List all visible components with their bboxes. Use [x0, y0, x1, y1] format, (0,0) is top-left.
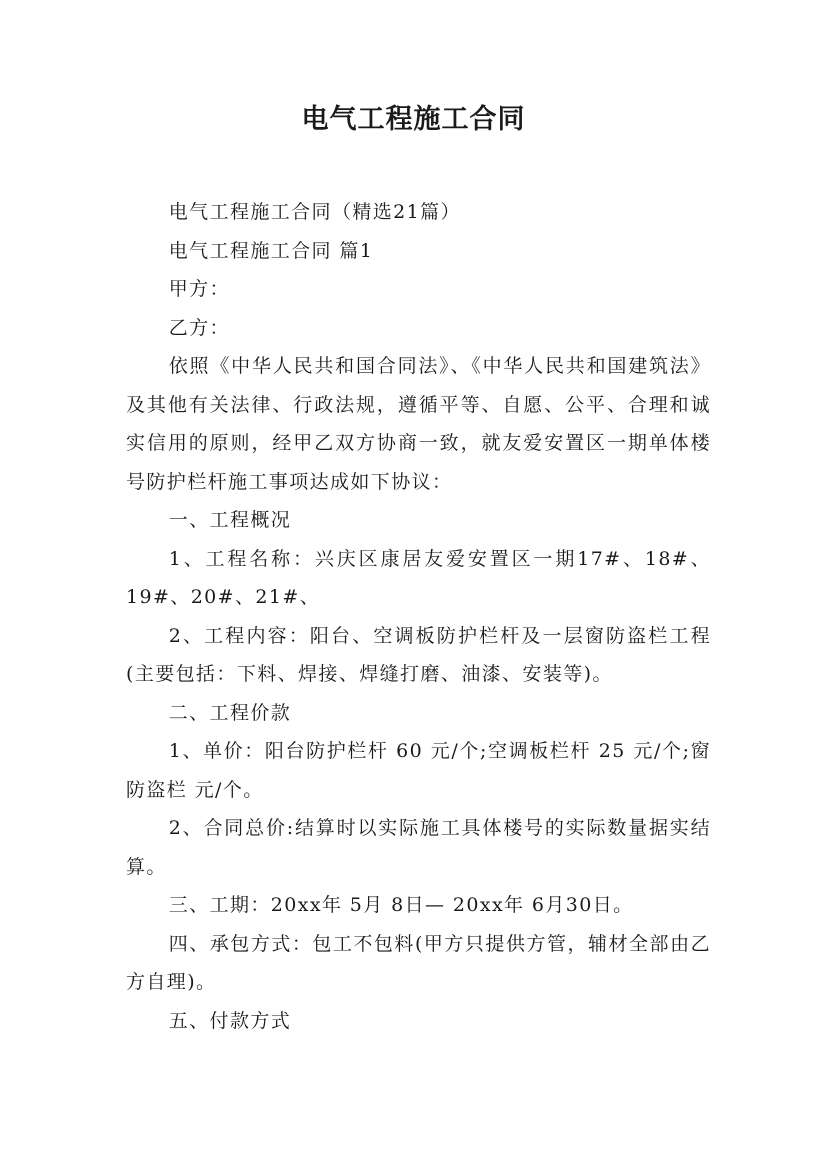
document-title: 电气工程施工合同: [301, 104, 526, 135]
clause-heading: 四、承包方式：包工不包料(甲方只提供方管，辅材全部由乙方自理)。: [126, 932, 711, 993]
clause-paragraph: 2、合同总价:结算时以实际施工具体楼号的实际数量据实结算。: [126, 817, 711, 878]
clause-heading: 一、工程概况: [168, 509, 292, 531]
clause-heading: 二、工程价款: [168, 701, 292, 724]
document-body: [126, 193, 711, 1040]
clause-heading: 三、工期：20xx年 5月 8日— 20xx年 6月30日。: [168, 894, 634, 916]
clause-paragraph: 1、单价：阳台防护栏杆 60 元/个;空调板栏杆 25 元/个;窗防盗栏 元/个。: [126, 740, 711, 801]
clause-heading: 五、付款方式: [168, 1009, 292, 1032]
party-a-label: 甲方：: [168, 278, 230, 300]
party-b-label: 乙方：: [168, 316, 230, 339]
section-heading: 电气工程施工合同 篇1: [168, 239, 374, 262]
preamble-paragraph: 依照《中华人民共和国合同法》、《中华人民共和国建筑法》及其他有关法律、行政法规，遵循平等、自愿、公平、合理和诚实信用的原则，经甲乙双方协商一致，就友爱安置区一期单体楼号防护栏杆施工事项达成如下协议：: [126, 355, 711, 493]
clause-paragraph: 2、工程内容：阳台、空调板防护栏杆及一层窗防盗栏工程(主要包括：下料、焊接、焊缝打磨、油漆、安装等)。: [126, 624, 711, 685]
clause-paragraph: 1、工程名称：兴庆区康居友爱安置区一期17#、18#、19#、20#、21#、: [126, 547, 711, 608]
subtitle-paragraph: 电气工程施工合同（精选21篇）: [168, 201, 461, 223]
